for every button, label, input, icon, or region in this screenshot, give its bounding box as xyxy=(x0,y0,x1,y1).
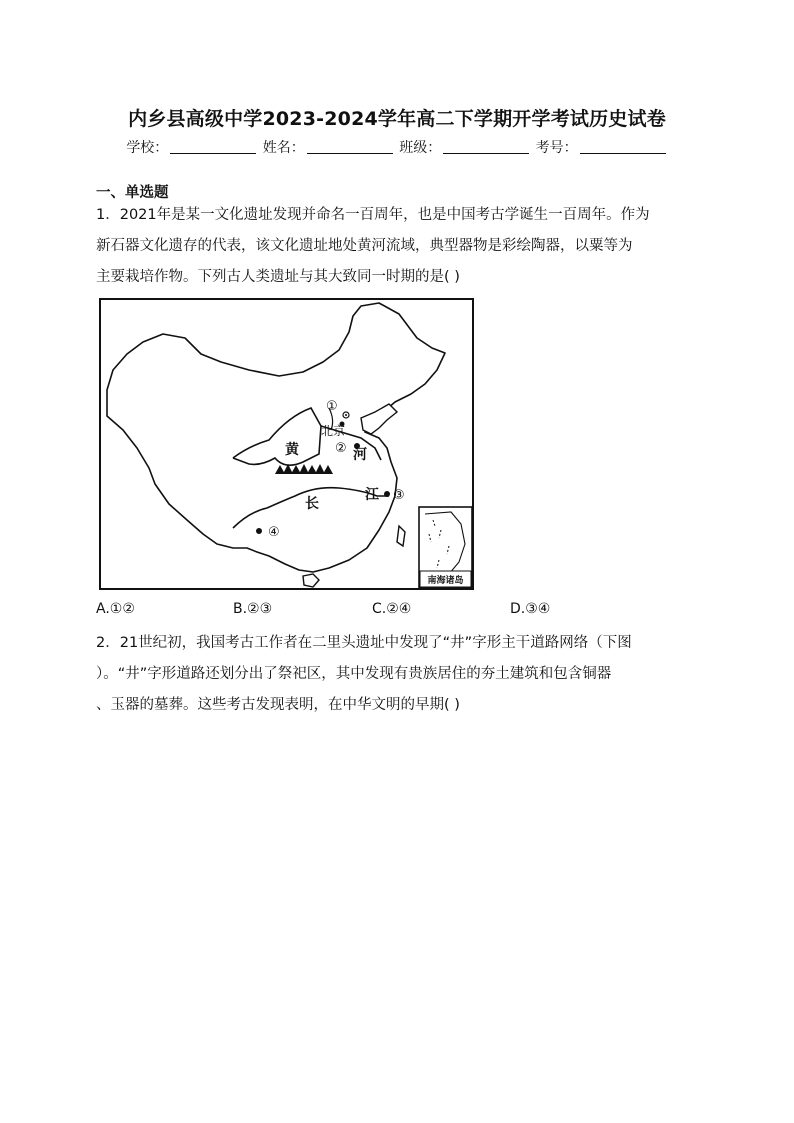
yellow-label: 黄 xyxy=(285,442,299,458)
question-2-line: ）。“井”字形道路还划分出了祭祀区，其中发现有贵族居住的夯土建筑和包含铜器 xyxy=(96,666,612,682)
south-china-sea-inset xyxy=(419,507,472,588)
question-2 xyxy=(96,628,708,721)
site-3-marker: ③ xyxy=(393,488,405,503)
school-blank[interactable] xyxy=(170,139,256,154)
option-c[interactable]: C.②④ xyxy=(372,601,412,617)
name-label: 姓名： xyxy=(262,140,305,156)
question-1-line: 主要栽培作物。下列古人类遗址与其大致同一时期的是( ) xyxy=(96,269,460,285)
site-1-marker: ① xyxy=(326,399,338,414)
river-label: 河 xyxy=(353,447,367,463)
option-d[interactable]: D.③④ xyxy=(510,601,551,617)
question-1 xyxy=(96,200,708,293)
question-2-line: 2．21世纪初，我国考古工作者在二里头遗址中发现了“井”字形主干道路网络（下图 xyxy=(96,635,632,651)
option-b[interactable]: B.②③ xyxy=(233,601,273,617)
student-info-line xyxy=(0,137,794,157)
site-2-marker: ② xyxy=(335,441,347,456)
question-1-line: 新石器文化遗存的代表，该文化遗址地处黄河流域，典型器物是彩绘陶器，以粟等为 xyxy=(96,238,633,254)
name-blank[interactable] xyxy=(307,139,393,154)
beijing-dot-icon xyxy=(345,414,347,416)
option-a[interactable]: A.①② xyxy=(96,601,135,617)
inset-label: 南海诸岛 xyxy=(427,576,464,586)
question-2-line: 、玉器的墓葬。这些考古发现表明，在中华文明的早期( ) xyxy=(96,697,460,713)
long-label: 长 xyxy=(305,496,319,512)
school-label: 学校： xyxy=(126,140,169,156)
class-label: 班级： xyxy=(399,140,442,156)
site-4-dot xyxy=(256,528,262,534)
exam-number-blank[interactable] xyxy=(580,139,666,154)
beijing-label: 北京 xyxy=(321,424,346,438)
class-blank[interactable] xyxy=(443,139,529,154)
site-3-dot xyxy=(384,491,390,497)
exam-title: 内乡县高级中学2023-2024学年高二下学期开学考试历史试卷 xyxy=(128,108,666,130)
china-map-figure xyxy=(99,298,474,590)
exam-number-label: 考号： xyxy=(535,140,578,156)
site-4-marker: ④ xyxy=(268,525,280,540)
jiang-label: 江 xyxy=(365,487,379,503)
question-1-options xyxy=(96,601,716,623)
section-title: 一、单选题 xyxy=(96,185,169,201)
question-1-line: 1．2021年是某一文化遗址发现并命名一百周年，也是中国考古学诞生一百周年。作为 xyxy=(96,207,650,223)
